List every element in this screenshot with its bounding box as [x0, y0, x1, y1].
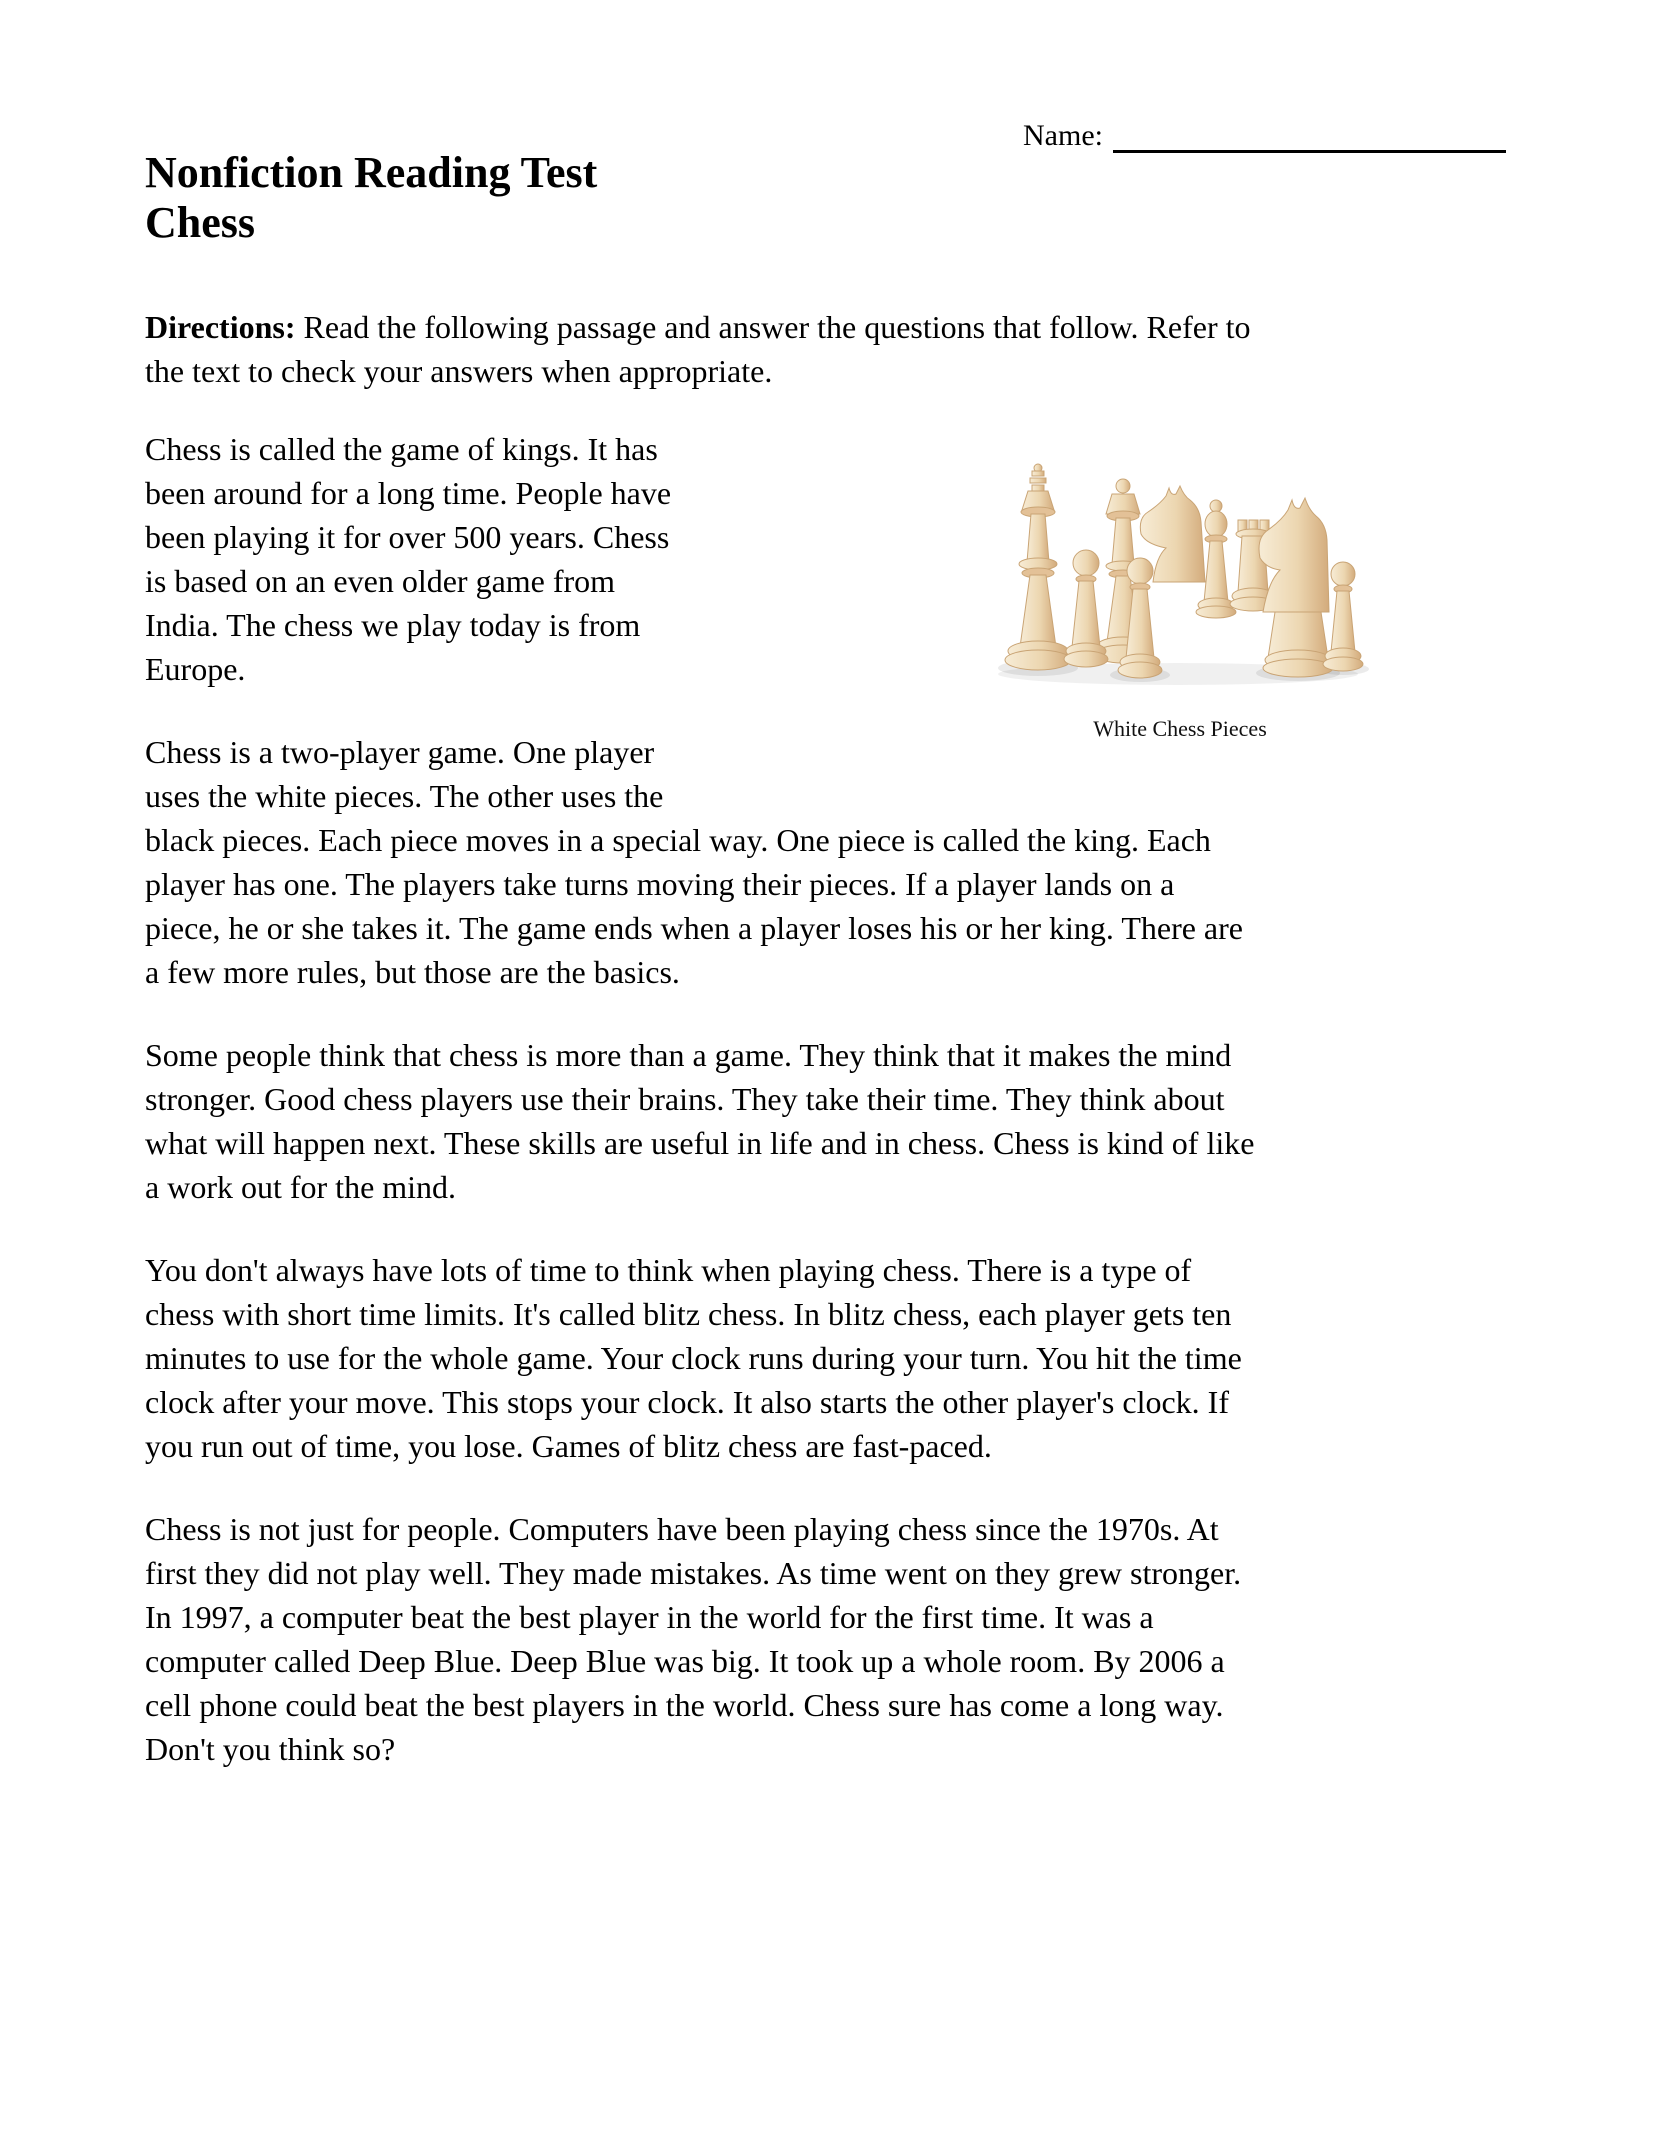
- passage-line: piece, he or she takes it. The game ends when a player loses his or her king. There are: [145, 910, 1243, 946]
- name-row: [1023, 116, 1506, 153]
- paragraph: [145, 1507, 1535, 1771]
- name-blank-line[interactable]: [1113, 116, 1506, 153]
- directions: [145, 305, 1535, 393]
- paragraph: [145, 1033, 1535, 1209]
- paragraph: [145, 427, 1535, 691]
- passage-line: Chess is not just for people. Computers have been playing chess since the 1970s. At: [145, 1511, 1219, 1547]
- passage-line: is based on an even older game from: [145, 563, 616, 599]
- passage-line: a work out for the mind.: [145, 1169, 457, 1205]
- passage-line: stronger. Good chess players use their brains. They take their time. They think about: [145, 1081, 1225, 1117]
- passage-line: clock after your move. This stops your clock. It also starts the other player's clock. If: [145, 1384, 1229, 1420]
- passage: [145, 427, 1535, 1771]
- directions-text: Read the following passage and answer the questions that follow. Refer to: [303, 309, 1251, 345]
- passage-line: a few more rules, but those are the basics.: [145, 954, 680, 990]
- directions-label: Directions:: [145, 309, 296, 345]
- passage-line: You don't always have lots of time to think when playing chess. There is a type of: [145, 1252, 1192, 1288]
- passage-line: In 1997, a computer beat the best player in the world for the first time. It was a: [145, 1599, 1154, 1635]
- passage-line: you run out of time, you lose. Games of blitz chess are fast-paced.: [145, 1428, 992, 1464]
- passage-line: computer called Deep Blue. Deep Blue was big. It took up a whole room. By 2006 a: [145, 1643, 1225, 1679]
- directions-line: the text to check your answers when appropriate.: [145, 353, 773, 389]
- paragraph: [145, 1248, 1535, 1468]
- page-title: Nonfiction Reading Test: [145, 148, 598, 197]
- passage-line: been playing it for over 500 years. Chess: [145, 519, 670, 555]
- passage-line: Chess is called the game of kings. It has: [145, 431, 658, 467]
- passage-line: what will happen next. These skills are useful in life and in chess. Chess is kind of like: [145, 1125, 1255, 1161]
- passage-line: India. The chess we play today is from: [145, 607, 641, 643]
- directions-line: [145, 305, 1535, 349]
- passage-line: first they did not play well. They made mistakes. As time went on they grew stronger.: [145, 1555, 1242, 1591]
- page-subtitle: Chess: [145, 198, 256, 247]
- passage-line: been around for a long time. People have: [145, 475, 672, 511]
- passage-line: black pieces. Each piece moves in a special way. One piece is called the king. Each: [145, 822, 1211, 858]
- paragraph: [145, 730, 1535, 994]
- passage-line: Some people think that chess is more than a game. They think that it makes the mind: [145, 1037, 1232, 1073]
- passage-line: chess with short time limits. It's called blitz chess. In blitz chess, each player gets ten: [145, 1296, 1232, 1332]
- name-label: Name:: [1023, 119, 1103, 152]
- passage-line: uses the white pieces. The other uses the: [145, 778, 664, 814]
- passage-line: cell phone could beat the best players in the world. Chess sure has come a long way.: [145, 1687, 1224, 1723]
- passage-line: Chess is a two-player game. One player: [145, 734, 655, 770]
- title-block: [145, 148, 597, 248]
- passage-line: player has one. The players take turns moving their pieces. If a player lands on a: [145, 866, 1175, 902]
- passage-line: minutes to use for the whole game. Your clock runs during your turn. You hit the time: [145, 1340, 1242, 1376]
- passage-line: Don't you think so?: [145, 1731, 396, 1767]
- figure-caption: White Chess Pieces: [1093, 716, 1267, 741]
- passage-line: Europe.: [145, 651, 246, 687]
